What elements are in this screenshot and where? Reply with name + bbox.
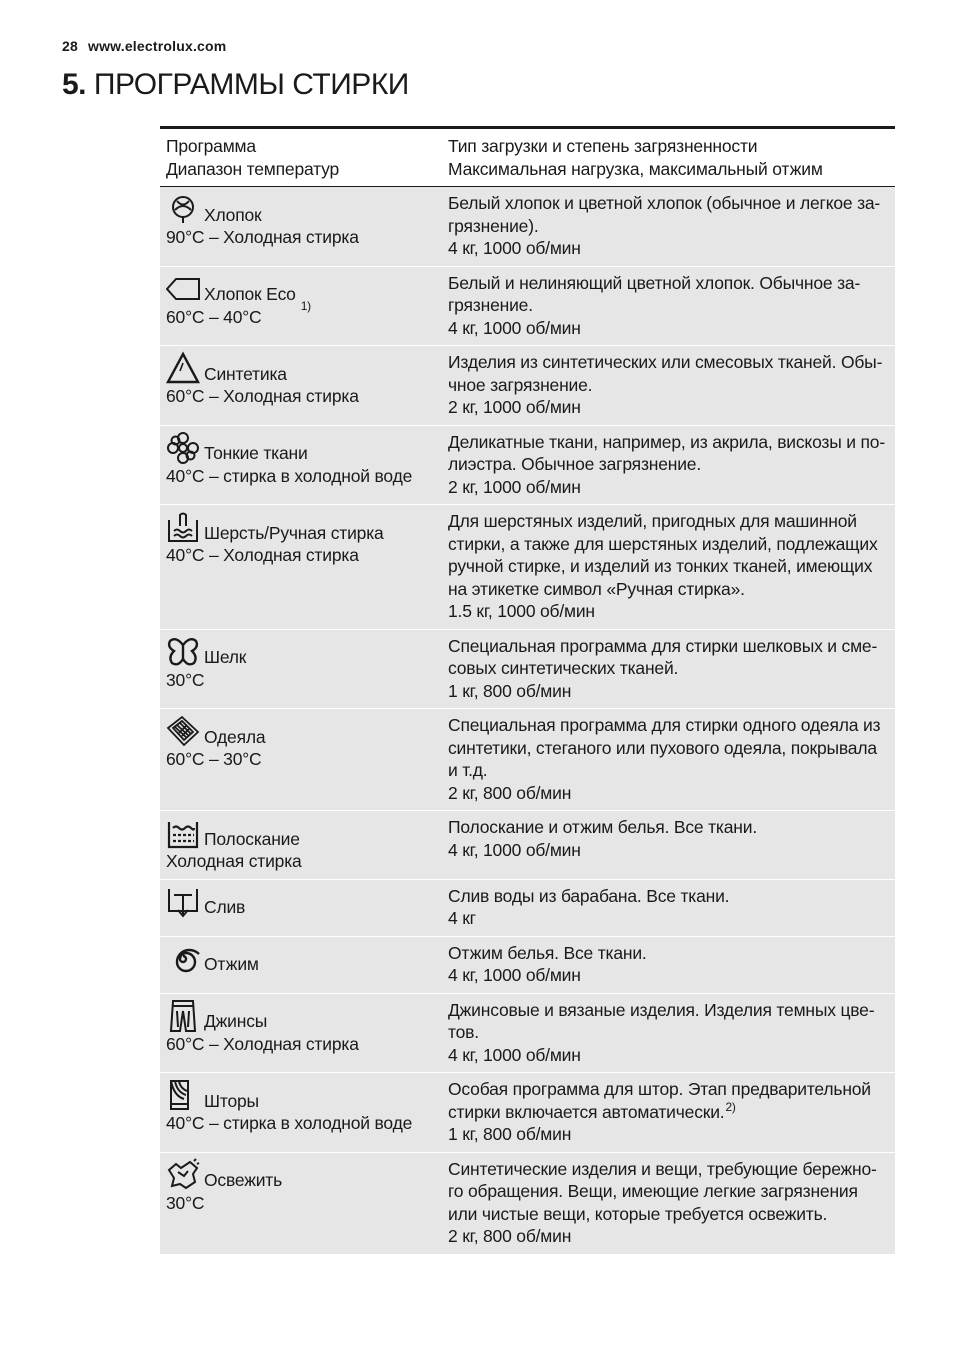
description-line: стирки включается автоматически.$^{2)}$ bbox=[448, 1099, 736, 1122]
max-load: 1.5 кг, 1000 об/мин bbox=[448, 601, 595, 621]
program-name-row bbox=[166, 431, 436, 465]
description-line: стирки, а также для шерстяных изделий, подлежащих bbox=[448, 533, 878, 554]
program-name-row bbox=[166, 351, 436, 385]
description-line: лиэстра. Обычное загрязнение. bbox=[448, 454, 702, 474]
description-line: Специальная программа для стирки одного одеяла из bbox=[448, 715, 881, 735]
description-line: на этикетке символ «Ручная стирка». bbox=[448, 578, 745, 599]
table-row bbox=[160, 629, 895, 709]
page-number: 28 bbox=[62, 38, 78, 54]
program-name-row bbox=[166, 1078, 436, 1112]
program-cell bbox=[160, 266, 442, 346]
page-header bbox=[62, 38, 226, 54]
description-line: Джинсовые и вязаные изделия. Изделия темных цве- bbox=[448, 999, 875, 1020]
jeans-icon bbox=[166, 999, 200, 1033]
max-load: 4 кг, 1000 об/мин bbox=[448, 238, 581, 258]
table-row bbox=[160, 811, 895, 880]
table-row bbox=[160, 1152, 895, 1254]
description-line: совых синтетических тканей. bbox=[448, 658, 679, 678]
description-line: го обращения. Вещи, имеющие легкие загрязнения bbox=[448, 1181, 858, 1201]
load-cell bbox=[442, 266, 895, 346]
max-load: 4 кг, 1000 об/мин bbox=[448, 965, 581, 985]
description-line: ручной стирке, и изделий из тонких тканей, имеющих bbox=[448, 556, 873, 576]
temperature-range: 40°C – Холодная стирка bbox=[166, 545, 359, 565]
program-name: Шерсть/Ручная стирка bbox=[204, 522, 384, 543]
description-line: Синтетические изделия и вещи, требующие бережно- bbox=[448, 1158, 877, 1179]
program-cell bbox=[160, 346, 442, 426]
max-load: 2 кг, 800 об/мин bbox=[448, 782, 572, 803]
temperature-range: Холодная стирка bbox=[166, 851, 302, 871]
program-name: Синтетика bbox=[204, 363, 287, 384]
max-load: 2 кг, 1000 об/мин bbox=[448, 397, 581, 417]
page-title bbox=[62, 68, 409, 102]
temperature-range: 40°C – стирка в холодной воде bbox=[166, 465, 413, 486]
program-name-row bbox=[166, 714, 436, 748]
program-cell bbox=[160, 629, 442, 709]
load-cell bbox=[442, 629, 895, 709]
program-name-row bbox=[166, 942, 436, 976]
program-name-row bbox=[166, 885, 436, 919]
program-name-row: Хлопок Eco 1) bbox=[166, 272, 436, 306]
description-line: Отжим белья. Все ткани. bbox=[448, 942, 647, 963]
load-cell bbox=[442, 187, 895, 267]
description-line: или чистые вещи, которые требуется освежить. bbox=[448, 1203, 828, 1224]
curtains-icon bbox=[166, 1078, 200, 1112]
description-line: грязнение). bbox=[448, 215, 539, 236]
synthetics-icon bbox=[166, 351, 200, 385]
program-name: Слив bbox=[204, 897, 246, 917]
rinse-icon bbox=[166, 816, 200, 850]
temperature-range: 60°C – 40°C bbox=[166, 306, 262, 327]
load-cell bbox=[442, 425, 895, 505]
table-row bbox=[160, 993, 895, 1073]
table-header-row bbox=[160, 128, 895, 187]
program-name: Джинсы bbox=[204, 1011, 268, 1031]
program-cell bbox=[160, 187, 442, 267]
temperature-range: 30°C bbox=[166, 1192, 205, 1213]
description-line: Белый хлопок и цветной хлопок (обычное и легкое за- bbox=[448, 193, 881, 213]
program-name-row bbox=[166, 510, 436, 544]
program-cell bbox=[160, 505, 442, 630]
program-name-row bbox=[166, 816, 436, 850]
duvet-icon bbox=[166, 714, 200, 748]
description-line: чное загрязнение. bbox=[448, 374, 593, 395]
description-line: Особая программа для штор. Этап предварительной bbox=[448, 1079, 871, 1099]
program-name: Отжим bbox=[204, 954, 259, 974]
program-name: Освежить bbox=[204, 1170, 283, 1190]
spin-icon bbox=[166, 942, 200, 976]
header-program: Программа Диапазон температур bbox=[160, 128, 442, 187]
temperature-range: 60°C – Холодная стирка bbox=[166, 1033, 359, 1054]
load-cell bbox=[442, 1073, 895, 1153]
description-line: грязнение. bbox=[448, 295, 533, 315]
description-line: и т.д. bbox=[448, 760, 488, 780]
load-cell bbox=[442, 993, 895, 1073]
program-cell bbox=[160, 993, 442, 1073]
header-load: Тип загрузки и степень загрязненности Максимальная нагрузка, максимальный отжим bbox=[442, 128, 895, 187]
load-cell bbox=[442, 346, 895, 426]
table-row bbox=[160, 1073, 895, 1153]
program-name: Тонкие ткани bbox=[204, 443, 308, 463]
max-load: 4 кг bbox=[448, 908, 476, 928]
description-line: Полоскание и отжим белья. Все ткани. bbox=[448, 817, 757, 837]
program-cell bbox=[160, 1152, 442, 1254]
program-name: Полоскание bbox=[204, 828, 300, 849]
program-cell bbox=[160, 936, 442, 993]
program-name: Хлопок bbox=[204, 204, 262, 225]
program-cell bbox=[160, 1073, 442, 1153]
temperature-range: 60°C – Холодная стирка bbox=[166, 386, 359, 406]
refresh-icon bbox=[166, 1158, 200, 1192]
table-row bbox=[160, 346, 895, 426]
program-cell bbox=[160, 811, 442, 880]
table-row bbox=[160, 187, 895, 267]
program-cell bbox=[160, 709, 442, 811]
program-cell bbox=[160, 425, 442, 505]
load-cell bbox=[442, 505, 895, 630]
table-row bbox=[160, 266, 895, 346]
chapter-title: ПРОГРАММЫ СТИРКИ bbox=[93, 68, 409, 101]
description-line: Деликатные ткани, например, из акрила, вискозы и по- bbox=[448, 431, 885, 452]
temperature-range: 90°C – Холодная стирка bbox=[166, 227, 359, 247]
cotton-icon bbox=[166, 192, 200, 226]
max-load: 1 кг, 800 об/мин bbox=[448, 680, 572, 701]
programs-table bbox=[160, 126, 895, 1255]
table-row bbox=[160, 936, 895, 993]
program-name-row bbox=[166, 999, 436, 1033]
load-cell bbox=[442, 811, 895, 880]
max-load: 1 кг, 800 об/мин bbox=[448, 1124, 572, 1144]
program-name-row bbox=[166, 192, 436, 226]
load-cell bbox=[442, 1152, 895, 1254]
temperature-range: 40°C – стирка в холодной воде bbox=[166, 1113, 413, 1133]
table-row bbox=[160, 709, 895, 811]
program-name-row bbox=[166, 1158, 436, 1192]
footnote-ref: 2) bbox=[725, 1099, 736, 1114]
table-row bbox=[160, 879, 895, 936]
wool-handwash-icon bbox=[166, 510, 200, 544]
delicates-icon bbox=[166, 431, 200, 465]
description-line: тов. bbox=[448, 1022, 479, 1042]
program-name-row bbox=[166, 635, 436, 669]
max-load: 4 кг, 1000 об/мин bbox=[448, 317, 581, 338]
program-cell bbox=[160, 879, 442, 936]
temperature-range: 30°C bbox=[166, 669, 205, 690]
load-cell bbox=[442, 879, 895, 936]
load-cell bbox=[442, 709, 895, 811]
description-line: Для шерстяных изделий, пригодных для машинной bbox=[448, 511, 857, 531]
cotton-eco-icon bbox=[166, 272, 200, 306]
drain-icon bbox=[166, 885, 200, 919]
max-load: 4 кг, 1000 об/мин bbox=[448, 839, 581, 860]
description-line: Изделия из синтетических или смесовых тканей. Обы- bbox=[448, 352, 883, 372]
silk-icon bbox=[166, 635, 200, 669]
temperature-range: 60°C – 30°C bbox=[166, 749, 262, 769]
site-url[interactable]: www.electrolux.com bbox=[87, 38, 227, 54]
program-name: Одеяла bbox=[204, 726, 266, 747]
max-load: 2 кг, 1000 об/мин bbox=[448, 476, 581, 497]
program-name: Шелк bbox=[204, 647, 247, 667]
description-line: Слив воды из барабана. Все ткани. bbox=[448, 885, 730, 906]
table-row bbox=[160, 425, 895, 505]
description-line: синтетики, стеганого или пухового одеяла, покрывала bbox=[448, 737, 877, 758]
table-row bbox=[160, 505, 895, 630]
description-line: Специальная программа для стирки шелковых и сме- bbox=[448, 635, 878, 656]
load-cell bbox=[442, 936, 895, 993]
max-load: 2 кг, 800 об/мин bbox=[448, 1226, 572, 1246]
program-name: Шторы bbox=[204, 1090, 259, 1111]
max-load: 4 кг, 1000 об/мин bbox=[448, 1044, 581, 1065]
description-line: Белый и нелиняющий цветной хлопок. Обычное за- bbox=[448, 272, 861, 293]
chapter-number: 5. bbox=[62, 68, 87, 101]
program-name: Хлопок Eco bbox=[204, 284, 296, 304]
